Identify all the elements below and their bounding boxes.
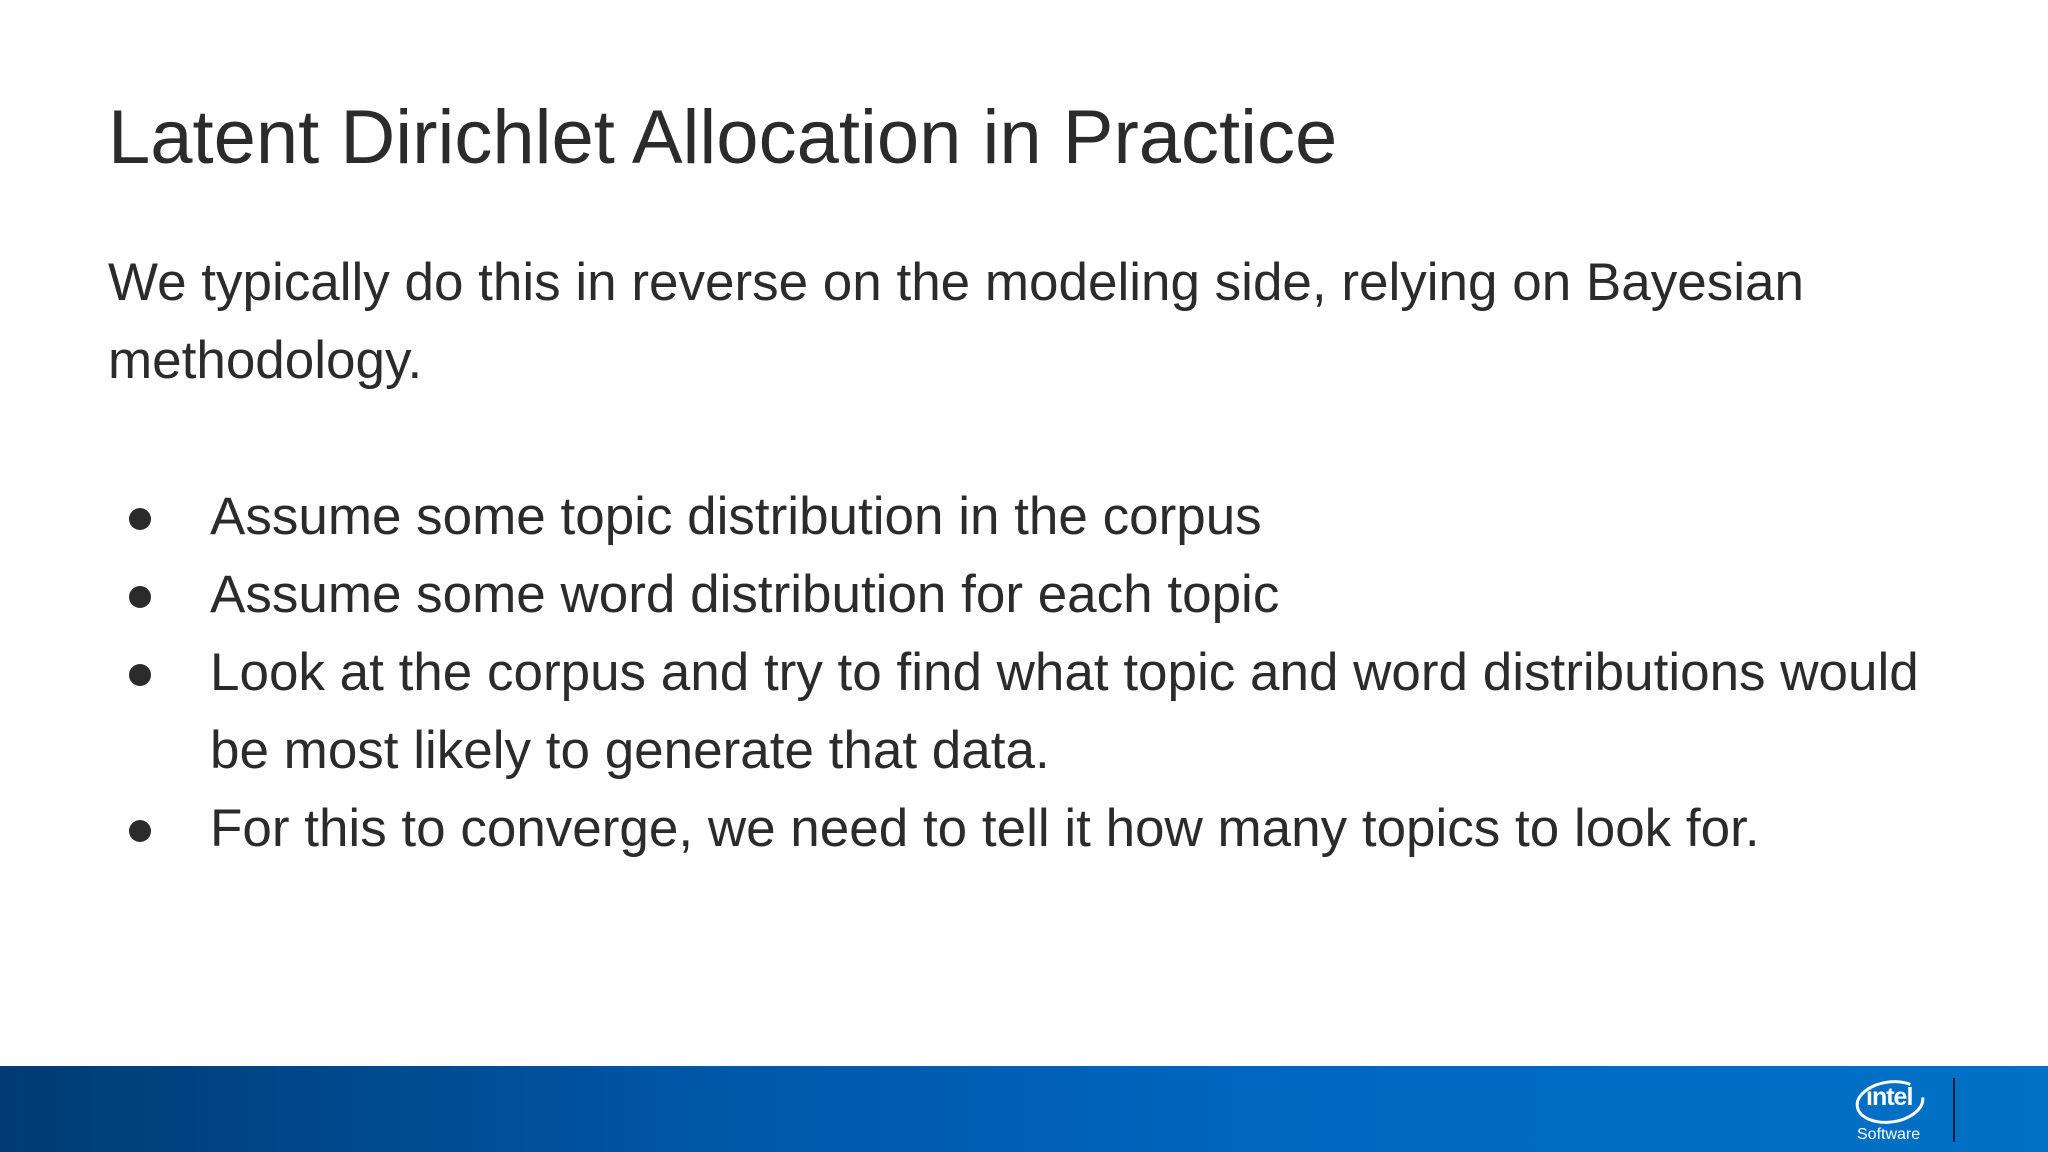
bullet-text: Assume some topic distribution in the corpus: [210, 487, 1262, 546]
bullet-list: [108, 478, 1988, 868]
logo-divider: [1953, 1078, 1955, 1142]
bullet-text: Look at the corpus and try to find what topic and word distributions would be most likely to generate that data.: [210, 643, 1919, 780]
bullet-dot-icon: [129, 820, 151, 842]
logo-wordmark: intel: [1866, 1083, 1913, 1111]
logo-subtitle: Software: [1857, 1126, 1921, 1143]
bullet-item: [108, 556, 1988, 634]
bullet-item: [108, 634, 1988, 790]
footer-bar: [0, 1066, 2048, 1152]
slide-title: Latent Dirichlet Allocation in Practice: [108, 95, 1338, 180]
bullet-text: Assume some word distribution for each topic: [210, 565, 1280, 624]
bullet-dot-icon: [129, 586, 151, 608]
bullet-item: [108, 478, 1988, 556]
bullet-dot-icon: [129, 664, 151, 686]
intel-software-logo: [1852, 1074, 1932, 1148]
bullet-text: For this to converge, we need to tell it how many topics to look for.: [210, 799, 1760, 858]
bullet-dot-icon: [129, 508, 151, 530]
bullet-item: [108, 790, 1988, 868]
intro-paragraph: We typically do this in reverse on the modeling side, relying on Bayesian methodology.: [108, 253, 1804, 390]
